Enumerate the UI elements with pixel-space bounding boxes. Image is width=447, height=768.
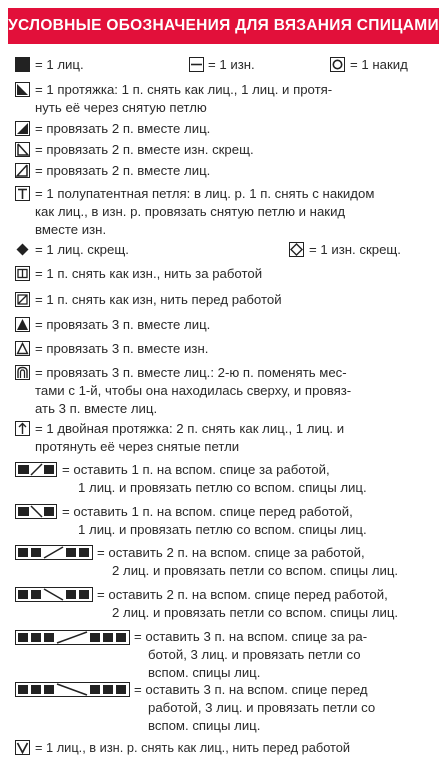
- legend-c3-back-line2: ботой, 3 лиц. и провязать петли со: [148, 647, 361, 662]
- legend-c2-front-line1: = оставить 2 п. на вспом. спице перед работой,: [97, 587, 388, 602]
- legend-c3-back-line1: = оставить 3 п. на вспом. спице за ра-: [134, 629, 368, 644]
- slip-purlwise-back-symbol: [15, 266, 30, 281]
- legend-knit-crossed: = 1 лиц. скрещ.: [35, 242, 129, 257]
- cable-3-back-symbol: [15, 630, 130, 645]
- cable-1-back-symbol: [15, 462, 57, 477]
- legend-double-slip-line2: протянуть её через снятые петли: [35, 439, 240, 454]
- p3tog-symbol: [15, 341, 30, 356]
- legend-double-slip-line1: = 1 двойная протяжка: 2 п. снять как лиц., 1 лиц. и: [35, 421, 345, 436]
- yarn-over-symbol: [330, 57, 345, 72]
- cable-2-back-symbol: [15, 545, 93, 560]
- cable-2-front-symbol: [15, 587, 93, 602]
- legend-k2tog: = провязать 2 п. вместе лиц.: [35, 121, 211, 136]
- legend-slip-line2: нуть её через снятую петлю: [35, 100, 207, 115]
- cable-1-front-symbol: [15, 504, 57, 519]
- legend-swap3-line1: = провязать 3 п. вместе лиц.: 2-ю п. поменять мес-: [35, 365, 347, 380]
- page-title: УСЛОВНЫЕ ОБОЗНАЧЕНИЯ ДЛЯ ВЯЗАНИЯ СПИЦАМИ: [8, 8, 439, 44]
- half-brioche-symbol: [15, 186, 30, 201]
- knit-stitch-symbol: [15, 57, 30, 72]
- legend-c3-front-line2: работой, 3 лиц. и провязать петли со: [148, 700, 376, 715]
- legend-swap3-line2: тами с 1-й, чтобы она находилась сверху, и провяз-: [35, 383, 352, 398]
- legend-purl: = 1 изн.: [208, 57, 255, 72]
- legend-slip-v: = 1 лиц., в изн. р. снять как лиц., нить перед работой: [35, 740, 351, 755]
- legend-k2tog-b: = провязать 2 п. вместе лиц.: [35, 163, 211, 178]
- legend-p2tog-crossed: = провязать 2 п. вместе изн. скрещ.: [35, 142, 254, 157]
- legend-c3-front-line1: = оставить 3 п. на вспом. спице перед: [134, 682, 368, 697]
- slip-v-symbol: [15, 740, 30, 755]
- legend-half-brioche-line3: вместе изн.: [35, 222, 107, 237]
- legend-c2-back-line2: 2 лиц. и провязать петли со вспом. спицы лиц.: [112, 563, 399, 578]
- legend-c3-front-line3: вспом. спицы лиц.: [148, 718, 261, 733]
- legend-yarn-over: = 1 накид: [350, 57, 408, 72]
- legend-half-brioche-line2: как лиц., в изн. р. провязать снятую петлю и накид: [35, 204, 346, 219]
- slip-decrease-symbol: [15, 82, 30, 97]
- slip-purlwise-front-symbol: [15, 292, 30, 307]
- legend-p3tog: = провязать 3 п. вместе изн.: [35, 341, 209, 356]
- legend-swap3-line3: ать 3 п. вместе лиц.: [35, 401, 158, 416]
- legend-c2-front-line2: 2 лиц. и провязать петли со вспом. спицы лиц.: [112, 605, 399, 620]
- purl-stitch-symbol: [189, 57, 204, 72]
- k2tog-left-symbol: [15, 163, 30, 178]
- purl-crossed-symbol: [289, 242, 304, 257]
- legend-slip-purlwise-back: = 1 п. снять как изн., нить за работой: [35, 266, 263, 281]
- legend-k3tog: = провязать 3 п. вместе лиц.: [35, 317, 211, 332]
- k2tog-symbol: [15, 121, 30, 136]
- k3tog-symbol: [15, 317, 30, 332]
- k3tog-swap-symbol: [15, 365, 30, 380]
- legend-slip-purlwise-front: = 1 п. снять как изн, нить перед работой: [35, 292, 282, 307]
- double-slip-symbol: [15, 421, 30, 436]
- legend-c2-back-line1: = оставить 2 п. на вспом. спице за работой,: [97, 545, 365, 560]
- legend-half-brioche-line1: = 1 полупатентная петля: в лиц. р. 1 п. снять с накидом: [35, 186, 375, 201]
- legend-c1-front-line1: = оставить 1 п. на вспом. спице перед работой,: [62, 504, 353, 519]
- legend-slip-line1: = 1 протяжка: 1 п. снять как лиц., 1 лиц. и протя-: [35, 82, 333, 97]
- legend-c1-back-line2: 1 лиц. и провязать петлю со вспом. спицы лиц.: [78, 480, 367, 495]
- legend-c1-front-line2: 1 лиц. и провязать петлю со вспом. спицы лиц.: [78, 522, 367, 537]
- p2tog-crossed-symbol: [15, 142, 30, 157]
- legend-knit: = 1 лиц.: [35, 57, 84, 72]
- legend-c3-back-line3: вспом. спицы лиц.: [148, 665, 261, 680]
- legend-purl-crossed: = 1 изн. скрещ.: [309, 242, 401, 257]
- legend-c1-back-line1: = оставить 1 п. на вспом. спице за работой,: [62, 462, 330, 477]
- knit-crossed-symbol: [15, 242, 30, 257]
- cable-3-front-symbol: [15, 682, 130, 697]
